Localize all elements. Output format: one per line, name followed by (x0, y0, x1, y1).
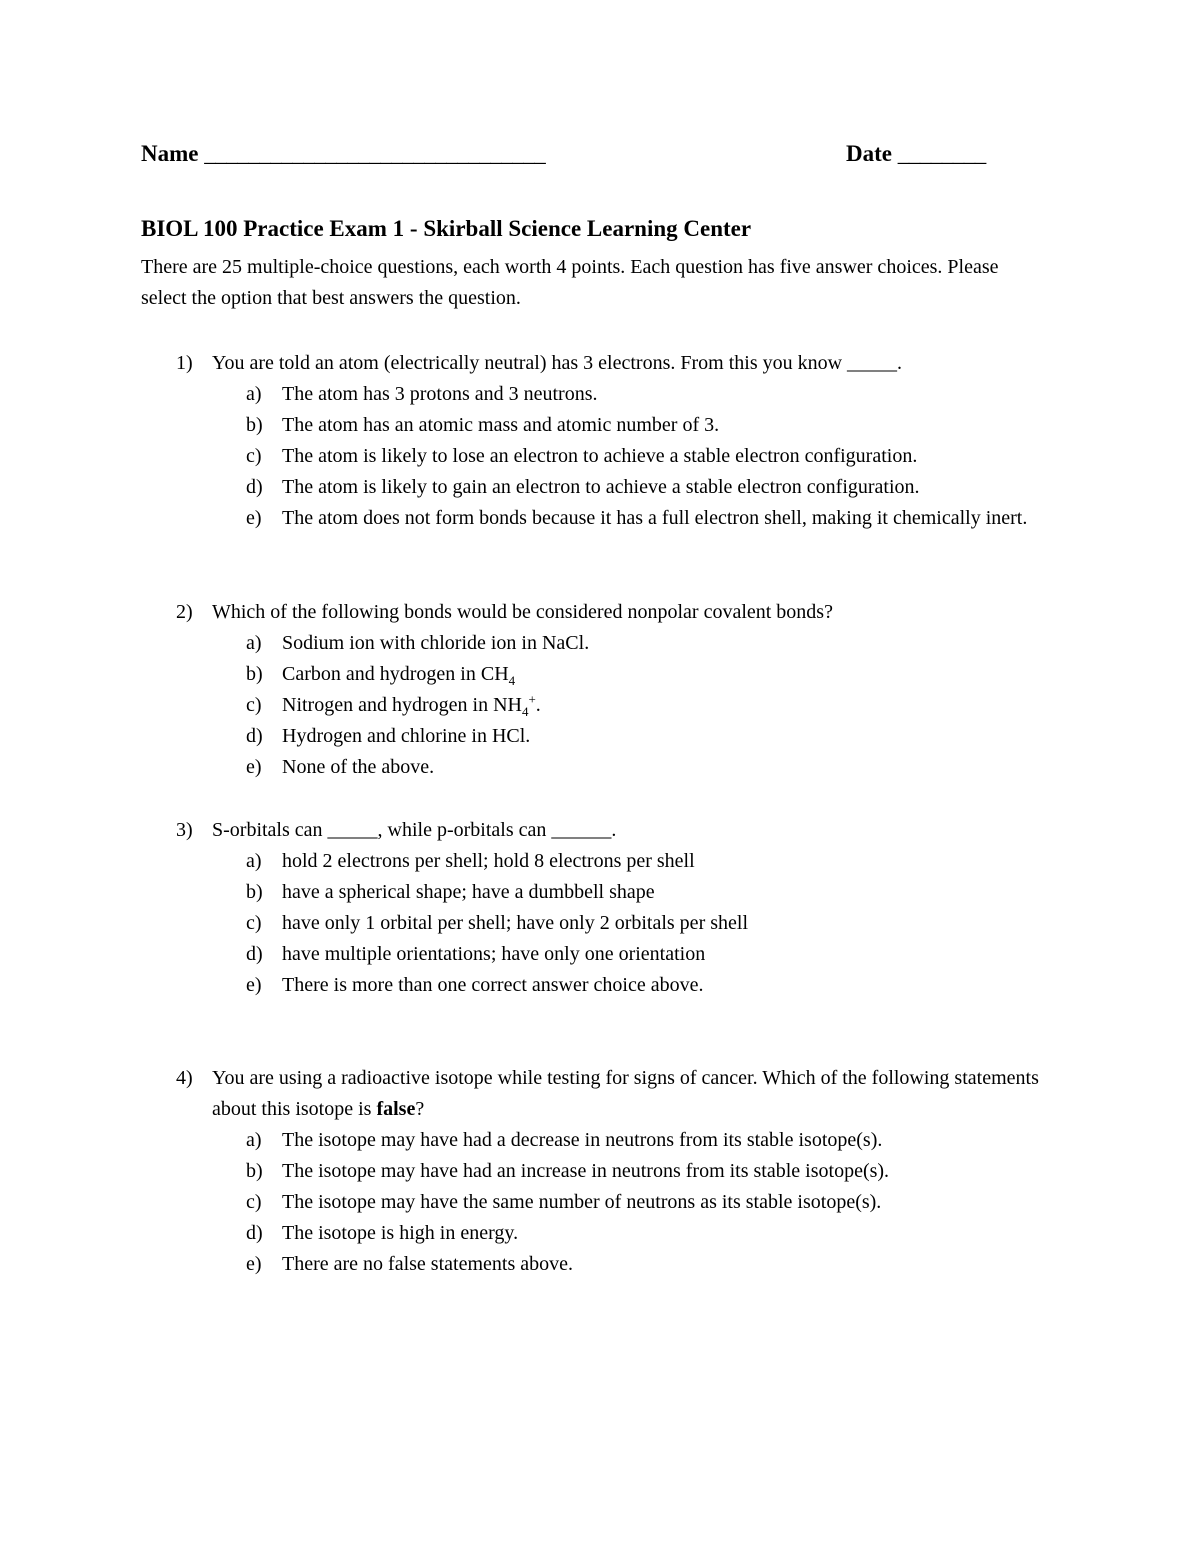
option-text: None of the above. (282, 756, 435, 778)
option-letter: d) (246, 725, 263, 747)
name-field (141, 141, 545, 167)
question-stem (176, 597, 1046, 628)
option-letter: e) (246, 974, 262, 996)
question-text: Which of the following bonds would be considered nonpolar covalent bonds? (212, 601, 833, 623)
answer-option (176, 1156, 1046, 1187)
option-letter: d) (246, 1222, 263, 1244)
option-text: The isotope may have had an increase in neutrons from its stable isotope(s). (282, 1160, 890, 1182)
option-letter: b) (246, 663, 263, 685)
answer-option (176, 846, 1046, 877)
question-emphasis: false (376, 1098, 416, 1120)
answer-options (176, 1125, 1046, 1280)
question-2 (176, 597, 1046, 783)
question-4 (176, 1063, 1046, 1280)
answer-option (176, 908, 1046, 939)
question-stem (176, 1063, 1046, 1125)
option-text: The atom does not form bonds because it has a full electron shell, making it chemically inert. (282, 507, 1028, 529)
answer-option (176, 939, 1046, 970)
answer-options (176, 379, 1046, 534)
option-letter: a) (246, 1129, 262, 1151)
option-text: The isotope is high in energy. (282, 1222, 519, 1244)
option-letter: b) (246, 414, 263, 436)
option-text: Nitrogen and hydrogen in NH (282, 694, 522, 716)
answer-option (176, 721, 1046, 752)
question-text-end: ? (415, 1098, 425, 1120)
option-text: The atom has an atomic mass and atomic number of 3. (282, 414, 720, 436)
option-text-end: . (535, 694, 541, 716)
name-label: Name (141, 141, 199, 166)
question-number: 1) (176, 352, 193, 374)
option-letter: c) (246, 1191, 262, 1213)
question-text: You are using a radioactive isotope while testing for signs of cancer. Which of the following statements about this isotope is (212, 1067, 1039, 1120)
option-letter: c) (246, 694, 262, 716)
option-letter: e) (246, 507, 262, 529)
option-text: have a spherical shape; have a dumbbell shape (282, 881, 655, 903)
question-stem (176, 815, 1046, 846)
name-blank: _______________________________ (204, 141, 546, 166)
subscript: 4 (508, 673, 516, 688)
answer-options (176, 628, 1046, 783)
option-text: The atom has 3 protons and 3 neutrons. (282, 383, 598, 405)
option-letter: a) (246, 850, 262, 872)
option-letter: c) (246, 912, 262, 934)
answer-option (176, 472, 1046, 503)
question-3 (176, 815, 1046, 1001)
answer-option (176, 1187, 1046, 1218)
answer-option (176, 752, 1046, 783)
option-text: There are no false statements above. (282, 1253, 573, 1275)
option-letter: b) (246, 1160, 263, 1182)
option-text: Hydrogen and chlorine in HCl. (282, 725, 531, 747)
option-text: Sodium ion with chloride ion in NaCl. (282, 632, 590, 654)
answer-option (176, 659, 1046, 690)
exam-instructions: There are 25 multiple-choice questions, each worth 4 points. Each question has five answer choices. Please select the option that best answers the question. (141, 256, 999, 309)
option-letter: e) (246, 756, 262, 778)
question-number: 3) (176, 819, 193, 841)
answer-option (176, 441, 1046, 472)
option-text: The isotope may have had a decrease in neutrons from its stable isotope(s). (282, 1129, 883, 1151)
option-text: have multiple orientations; have only one orientation (282, 943, 706, 965)
option-text: hold 2 electrons per shell; hold 8 electrons per shell (282, 850, 695, 872)
option-text: The atom is likely to lose an electron to achieve a stable electron configuration. (282, 445, 918, 467)
option-text: The atom is likely to gain an electron to achieve a stable electron configuration. (282, 476, 920, 498)
answer-option (176, 503, 1046, 534)
option-letter: b) (246, 881, 263, 903)
option-letter: a) (246, 383, 262, 405)
date-blank: ________ (897, 141, 986, 166)
superscript: + (528, 691, 536, 707)
question-number: 4) (176, 1067, 193, 1089)
option-letter: e) (246, 1253, 262, 1275)
question-number: 2) (176, 601, 193, 623)
answer-option (176, 970, 1046, 1001)
option-text: The isotope may have the same number of neutrons as its stable isotope(s). (282, 1191, 882, 1213)
option-letter: d) (246, 943, 263, 965)
exam-title: BIOL 100 Practice Exam 1 - Skirball Science Learning Center (141, 216, 752, 241)
date-field (846, 141, 986, 167)
question-text: You are told an atom (electrically neutral) has 3 electrons. From this you know _____. (212, 352, 903, 374)
option-letter: d) (246, 476, 263, 498)
answer-option (176, 1125, 1046, 1156)
option-text: have only 1 orbital per shell; have only 2 orbitals per shell (282, 912, 748, 934)
answer-option (176, 628, 1046, 659)
option-letter: a) (246, 632, 262, 654)
answer-option (176, 410, 1046, 441)
answer-option (176, 1249, 1046, 1280)
option-text: Carbon and hydrogen in CH (282, 663, 509, 685)
question-text: S-orbitals can _____, while p-orbitals can ______. (212, 819, 617, 841)
answer-option (176, 1218, 1046, 1249)
answer-option (176, 690, 1046, 721)
date-label: Date (846, 141, 892, 166)
answer-option (176, 877, 1046, 908)
answer-option (176, 379, 1046, 410)
option-text: There is more than one correct answer choice above. (282, 974, 704, 996)
option-letter: c) (246, 445, 262, 467)
answer-options (176, 846, 1046, 1001)
question-stem (176, 348, 1046, 379)
question-1 (176, 348, 1046, 534)
subscript: 4 (521, 704, 529, 719)
